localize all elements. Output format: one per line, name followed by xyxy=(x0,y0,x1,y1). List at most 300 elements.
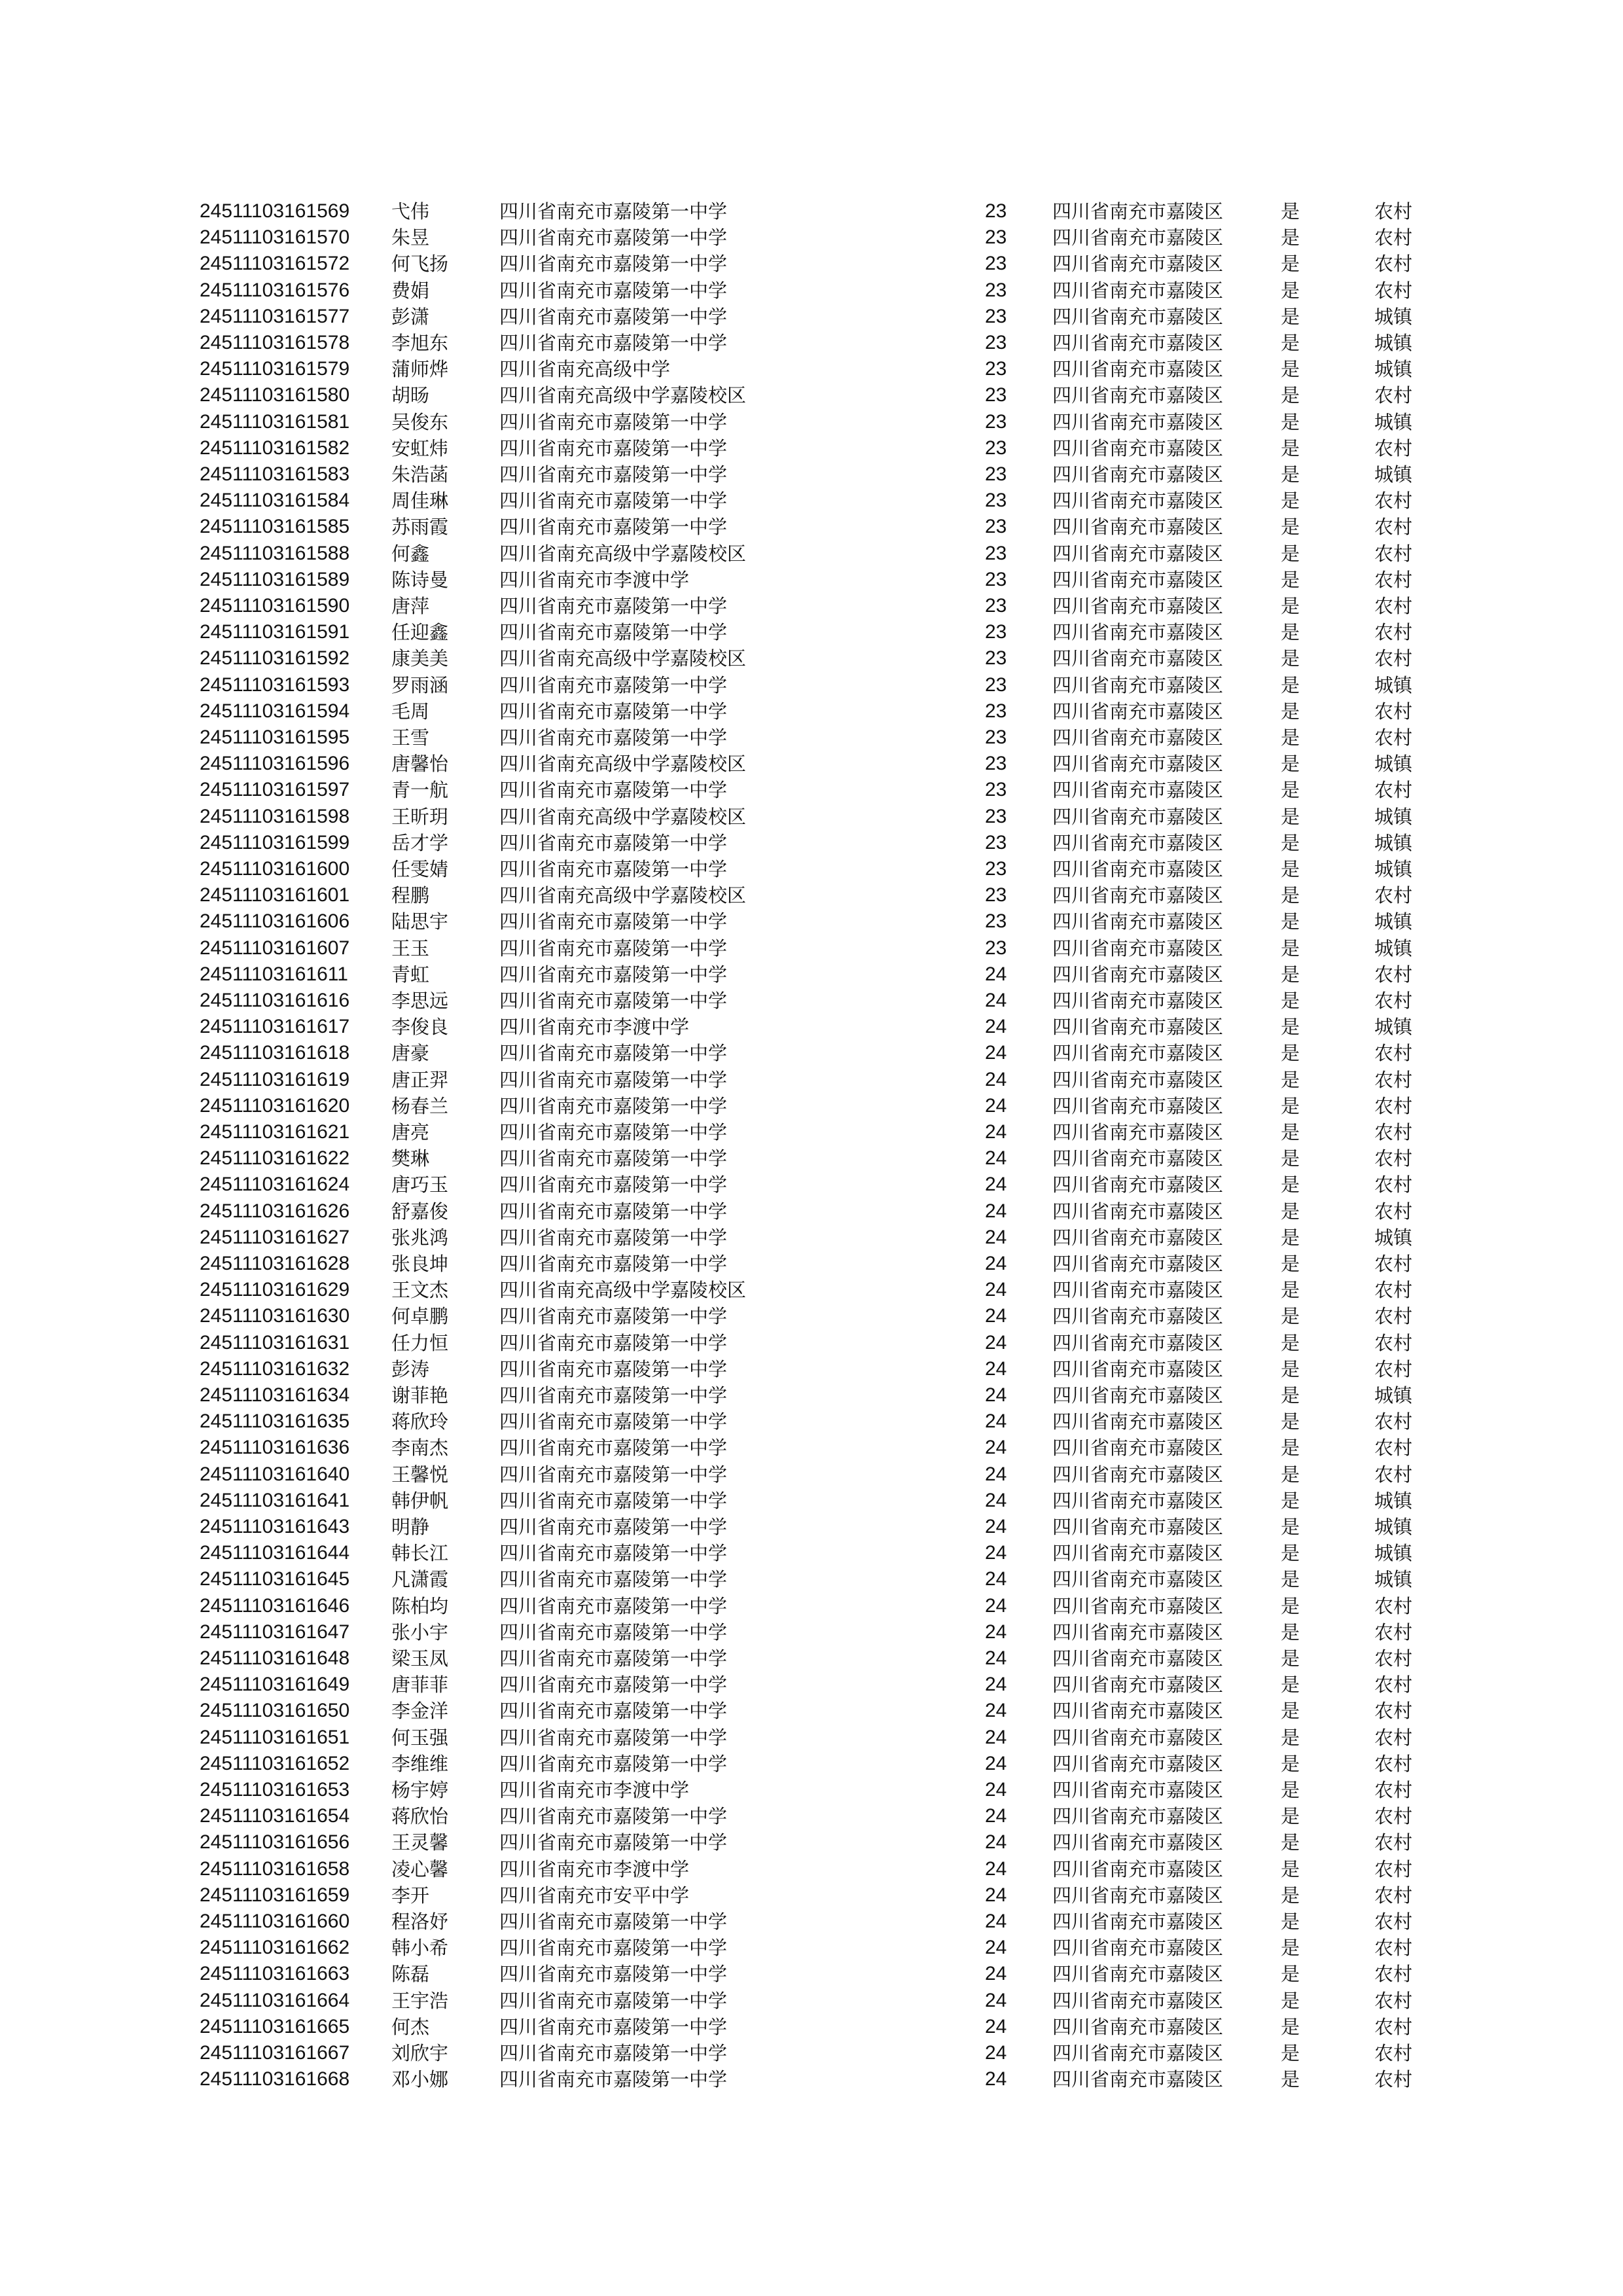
school-cell: 四川省南充市嘉陵第一中学 xyxy=(499,1700,728,1723)
student-name-cell: 蒋欣玲 xyxy=(391,1410,449,1433)
exam-number-cell: 24511103161600 xyxy=(200,858,350,880)
student-name-cell: 唐巧玉 xyxy=(391,1174,449,1196)
exam-number-cell: 24511103161595 xyxy=(200,726,350,748)
region-cell: 四川省南充市嘉陵区 xyxy=(1052,1779,1224,1801)
school-cell: 四川省南充市嘉陵第一中学 xyxy=(499,490,728,512)
table-row xyxy=(0,567,1623,593)
eligibility-cell: 是 xyxy=(1281,1147,1300,1170)
student-name-cell: 蒋欣怡 xyxy=(391,1805,449,1828)
eligibility-cell: 是 xyxy=(1281,2068,1300,2091)
exam-number-cell: 24511103161577 xyxy=(200,305,350,327)
student-name-cell: 唐馨怡 xyxy=(391,753,449,776)
student-name-cell: 朱昱 xyxy=(391,226,430,249)
eligibility-cell: 是 xyxy=(1281,568,1300,591)
exam-number-cell: 24511103161582 xyxy=(200,437,350,459)
school-cell: 四川省南充市嘉陵第一中学 xyxy=(499,1989,728,2012)
table-row xyxy=(0,830,1623,856)
score-cell: 24 xyxy=(985,1779,1007,1801)
table-row xyxy=(0,1961,1623,1987)
region-cell: 四川省南充市嘉陵区 xyxy=(1052,568,1224,591)
school-cell: 四川省南充市嘉陵第一中学 xyxy=(499,1910,728,1933)
score-cell: 24 xyxy=(985,1437,1007,1459)
eligibility-cell: 是 xyxy=(1281,910,1300,933)
eligibility-cell: 是 xyxy=(1281,1279,1300,1302)
residence-type-cell: 城镇 xyxy=(1374,1384,1413,1407)
eligibility-cell: 是 xyxy=(1281,1726,1300,1749)
student-name-cell: 李南杰 xyxy=(391,1437,449,1460)
table-row xyxy=(0,304,1623,330)
school-cell: 四川省南充市嘉陵第一中学 xyxy=(499,1568,728,1591)
school-cell: 四川省南充市嘉陵第一中学 xyxy=(499,1200,728,1223)
exam-number-cell: 24511103161617 xyxy=(200,1016,350,1038)
exam-number-cell: 24511103161668 xyxy=(200,2068,350,2090)
score-cell: 23 xyxy=(985,332,1007,353)
residence-type-cell: 农村 xyxy=(1374,1726,1413,1749)
score-cell: 24 xyxy=(985,1621,1007,1643)
score-cell: 24 xyxy=(985,1094,1007,1117)
residence-type-cell: 农村 xyxy=(1374,1410,1413,1433)
table-row xyxy=(0,1225,1623,1251)
region-cell: 四川省南充市嘉陵区 xyxy=(1052,1884,1224,1907)
eligibility-cell: 是 xyxy=(1281,516,1300,539)
student-name-cell: 王馨悦 xyxy=(391,1463,449,1486)
region-cell: 四川省南充市嘉陵区 xyxy=(1052,1226,1224,1249)
residence-type-cell: 农村 xyxy=(1374,1989,1413,2012)
table-row xyxy=(0,1145,1623,1172)
school-cell: 四川省南充市嘉陵第一中学 xyxy=(499,1410,728,1433)
exam-number-cell: 24511103161667 xyxy=(200,2042,350,2064)
residence-type-cell: 农村 xyxy=(1374,1752,1413,1775)
score-cell: 24 xyxy=(985,2015,1007,2037)
score-cell: 24 xyxy=(985,1568,1007,1590)
school-cell: 四川省南充市嘉陵第一中学 xyxy=(499,305,728,328)
student-name-cell: 刘欣宇 xyxy=(391,2042,449,2064)
student-name-cell: 任力恒 xyxy=(391,1331,449,1354)
student-name-cell: 唐豪 xyxy=(391,1042,430,1065)
exam-number-cell: 24511103161627 xyxy=(200,1226,350,1248)
residence-type-cell: 农村 xyxy=(1374,1594,1413,1617)
table-row xyxy=(0,2014,1623,2040)
eligibility-cell: 是 xyxy=(1281,1357,1300,1380)
eligibility-cell: 是 xyxy=(1281,1410,1300,1433)
eligibility-cell: 是 xyxy=(1281,1937,1300,1960)
table-row xyxy=(0,1856,1623,1882)
eligibility-cell: 是 xyxy=(1281,1779,1300,1801)
residence-type-cell: 农村 xyxy=(1374,1094,1413,1117)
residence-type-cell: 农村 xyxy=(1374,726,1413,749)
student-name-cell: 李旭东 xyxy=(391,332,449,354)
school-cell: 四川省南充市嘉陵第一中学 xyxy=(499,1357,728,1380)
residence-type-cell: 城镇 xyxy=(1374,831,1413,854)
region-cell: 四川省南充市嘉陵区 xyxy=(1052,779,1224,802)
student-name-cell: 何飞扬 xyxy=(391,253,449,276)
eligibility-cell: 是 xyxy=(1281,1437,1300,1460)
region-cell: 四川省南充市嘉陵区 xyxy=(1052,2068,1224,2091)
table-row xyxy=(0,804,1623,830)
exam-number-cell: 24511103161648 xyxy=(200,1647,350,1669)
exam-number-cell: 24511103161652 xyxy=(200,1752,350,1774)
exam-number-cell: 24511103161658 xyxy=(200,1857,350,1880)
eligibility-cell: 是 xyxy=(1281,673,1300,696)
table-row xyxy=(0,1645,1623,1672)
score-cell: 23 xyxy=(985,647,1007,670)
student-name-cell: 何杰 xyxy=(391,2015,430,2038)
score-cell: 23 xyxy=(985,831,1007,853)
student-name-cell: 李金洋 xyxy=(391,1700,449,1723)
eligibility-cell: 是 xyxy=(1281,621,1300,644)
residence-type-cell: 农村 xyxy=(1374,1805,1413,1828)
residence-type-cell: 农村 xyxy=(1374,1963,1413,1986)
residence-type-cell: 农村 xyxy=(1374,1463,1413,1486)
eligibility-cell: 是 xyxy=(1281,279,1300,302)
school-cell: 四川省南充市嘉陵第一中学 xyxy=(499,516,728,539)
table-row xyxy=(0,698,1623,725)
exam-number-cell: 24511103161597 xyxy=(200,779,350,801)
region-cell: 四川省南充市嘉陵区 xyxy=(1052,437,1224,459)
region-cell: 四川省南充市嘉陵区 xyxy=(1052,1357,1224,1380)
region-cell: 四川省南充市嘉陵区 xyxy=(1052,463,1224,486)
table-row xyxy=(0,1040,1623,1066)
eligibility-cell: 是 xyxy=(1281,305,1300,328)
residence-type-cell: 农村 xyxy=(1374,1174,1413,1196)
eligibility-cell: 是 xyxy=(1281,1200,1300,1223)
school-cell: 四川省南充市李渡中学 xyxy=(499,1857,690,1880)
eligibility-cell: 是 xyxy=(1281,1647,1300,1670)
eligibility-cell: 是 xyxy=(1281,700,1300,723)
school-cell: 四川省南充市嘉陵第一中学 xyxy=(499,990,728,1012)
table-row xyxy=(0,356,1623,382)
exam-number-cell: 24511103161647 xyxy=(200,1621,350,1643)
residence-type-cell: 农村 xyxy=(1374,200,1413,223)
student-name-cell: 彭潇 xyxy=(391,305,430,328)
exam-number-cell: 24511103161649 xyxy=(200,1674,350,1696)
student-name-cell: 张良坤 xyxy=(391,1253,449,1275)
student-name-cell: 李思远 xyxy=(391,990,449,1012)
school-cell: 四川省南充市嘉陵第一中学 xyxy=(499,1726,728,1749)
student-name-cell: 程洛妤 xyxy=(391,1910,449,1933)
exam-number-cell: 24511103161636 xyxy=(200,1437,350,1459)
residence-type-cell: 城镇 xyxy=(1374,358,1413,381)
residence-type-cell: 农村 xyxy=(1374,1200,1413,1223)
table-row xyxy=(0,619,1623,645)
residence-type-cell: 城镇 xyxy=(1374,1568,1413,1591)
score-cell: 24 xyxy=(985,1357,1007,1380)
region-cell: 四川省南充市嘉陵区 xyxy=(1052,2015,1224,2038)
residence-type-cell: 农村 xyxy=(1374,384,1413,407)
exam-number-cell: 24511103161576 xyxy=(200,279,350,301)
region-cell: 四川省南充市嘉陵区 xyxy=(1052,1489,1224,1512)
student-name-cell: 张兆鸿 xyxy=(391,1226,449,1249)
region-cell: 四川省南充市嘉陵区 xyxy=(1052,1200,1224,1223)
region-cell: 四川省南充市嘉陵区 xyxy=(1052,226,1224,249)
region-cell: 四川省南充市嘉陵区 xyxy=(1052,384,1224,407)
exam-number-cell: 24511103161596 xyxy=(200,753,350,775)
eligibility-cell: 是 xyxy=(1281,831,1300,854)
exam-number-cell: 24511103161653 xyxy=(200,1779,350,1801)
region-cell: 四川省南充市嘉陵区 xyxy=(1052,1463,1224,1486)
student-name-cell: 周佳琳 xyxy=(391,490,449,512)
student-name-cell: 康美美 xyxy=(391,647,449,670)
score-cell: 23 xyxy=(985,410,1007,433)
school-cell: 四川省南充高级中学嘉陵校区 xyxy=(499,542,747,565)
score-cell: 24 xyxy=(985,1700,1007,1722)
residence-type-cell: 农村 xyxy=(1374,1121,1413,1143)
table-row xyxy=(0,2040,1623,2066)
school-cell: 四川省南充市安平中学 xyxy=(499,1884,690,1907)
school-cell: 四川省南充市嘉陵第一中学 xyxy=(499,410,728,433)
region-cell: 四川省南充市嘉陵区 xyxy=(1052,726,1224,749)
residence-type-cell: 城镇 xyxy=(1374,1016,1413,1039)
score-cell: 23 xyxy=(985,437,1007,459)
table-row xyxy=(0,1593,1623,1619)
table-row xyxy=(0,435,1623,461)
residence-type-cell: 农村 xyxy=(1374,1357,1413,1380)
student-name-cell: 李俊良 xyxy=(391,1016,449,1039)
table-row xyxy=(0,1067,1623,1093)
residence-type-cell: 农村 xyxy=(1374,1831,1413,1854)
student-name-cell: 陈诗曼 xyxy=(391,568,449,591)
school-cell: 四川省南充市嘉陵第一中学 xyxy=(499,332,728,354)
table-row xyxy=(0,645,1623,672)
student-name-cell: 何玉强 xyxy=(391,1726,449,1749)
school-cell: 四川省南充高级中学嘉陵校区 xyxy=(499,647,747,670)
residence-type-cell: 城镇 xyxy=(1374,1516,1413,1538)
table-row xyxy=(0,1514,1623,1540)
eligibility-cell: 是 xyxy=(1281,490,1300,512)
eligibility-cell: 是 xyxy=(1281,937,1300,960)
student-name-cell: 王灵馨 xyxy=(391,1831,449,1854)
exam-number-cell: 24511103161601 xyxy=(200,884,350,906)
score-cell: 24 xyxy=(985,1200,1007,1222)
residence-type-cell: 城镇 xyxy=(1374,463,1413,486)
score-cell: 23 xyxy=(985,779,1007,801)
score-cell: 24 xyxy=(985,1253,1007,1274)
score-cell: 24 xyxy=(985,1121,1007,1143)
student-name-cell: 吴俊东 xyxy=(391,410,449,433)
score-cell: 24 xyxy=(985,1331,1007,1354)
school-cell: 四川省南充市嘉陵第一中学 xyxy=(499,200,728,223)
score-cell: 24 xyxy=(985,990,1007,1011)
student-name-cell: 弋伟 xyxy=(391,200,430,223)
student-name-cell: 韩长江 xyxy=(391,1542,449,1565)
region-cell: 四川省南充市嘉陵区 xyxy=(1052,1831,1224,1854)
score-cell: 23 xyxy=(985,384,1007,406)
region-cell: 四川省南充市嘉陵区 xyxy=(1052,516,1224,539)
region-cell: 四川省南充市嘉陵区 xyxy=(1052,1937,1224,1960)
exam-number-cell: 24511103161583 xyxy=(200,463,350,485)
school-cell: 四川省南充市嘉陵第一中学 xyxy=(499,621,728,644)
residence-type-cell: 农村 xyxy=(1374,1068,1413,1091)
exam-number-cell: 24511103161590 xyxy=(200,595,350,617)
table-row xyxy=(0,1172,1623,1198)
region-cell: 四川省南充市嘉陵区 xyxy=(1052,358,1224,381)
student-name-cell: 唐萍 xyxy=(391,595,430,617)
region-cell: 四川省南充市嘉陵区 xyxy=(1052,1594,1224,1617)
score-cell: 24 xyxy=(985,2068,1007,2090)
residence-type-cell: 农村 xyxy=(1374,621,1413,644)
table-row xyxy=(0,1356,1623,1382)
eligibility-cell: 是 xyxy=(1281,437,1300,459)
score-cell: 23 xyxy=(985,805,1007,827)
region-cell: 四川省南充市嘉陵区 xyxy=(1052,1726,1224,1749)
exam-number-cell: 24511103161591 xyxy=(200,621,350,643)
student-name-cell: 罗雨涵 xyxy=(391,673,449,696)
eligibility-cell: 是 xyxy=(1281,1674,1300,1696)
residence-type-cell: 农村 xyxy=(1374,1147,1413,1170)
region-cell: 四川省南充市嘉陵区 xyxy=(1052,1042,1224,1065)
student-name-cell: 唐亮 xyxy=(391,1121,430,1143)
score-cell: 24 xyxy=(985,1384,1007,1406)
region-cell: 四川省南充市嘉陵区 xyxy=(1052,1674,1224,1696)
student-name-cell: 唐正羿 xyxy=(391,1068,449,1091)
score-cell: 23 xyxy=(985,621,1007,643)
school-cell: 四川省南充市嘉陵第一中学 xyxy=(499,700,728,723)
residence-type-cell: 农村 xyxy=(1374,1937,1413,1960)
score-cell: 23 xyxy=(985,279,1007,301)
region-cell: 四川省南充市嘉陵区 xyxy=(1052,1647,1224,1670)
score-cell: 24 xyxy=(985,1410,1007,1433)
exam-number-cell: 24511103161643 xyxy=(200,1516,350,1537)
exam-number-cell: 24511103161572 xyxy=(200,253,350,275)
score-cell: 23 xyxy=(985,226,1007,249)
residence-type-cell: 城镇 xyxy=(1374,753,1413,776)
exam-number-cell: 24511103161662 xyxy=(200,1937,350,1959)
student-name-cell: 张小宇 xyxy=(391,1621,449,1643)
eligibility-cell: 是 xyxy=(1281,384,1300,407)
residence-type-cell: 城镇 xyxy=(1374,805,1413,828)
student-name-cell: 陈磊 xyxy=(391,1963,430,1986)
region-cell: 四川省南充市嘉陵区 xyxy=(1052,1305,1224,1328)
exam-number-cell: 24511103161651 xyxy=(200,1726,350,1748)
exam-number-cell: 24511103161621 xyxy=(200,1121,350,1143)
residence-type-cell: 农村 xyxy=(1374,1910,1413,1933)
table-row xyxy=(0,856,1623,882)
exam-number-cell: 24511103161588 xyxy=(200,542,350,564)
exam-number-cell: 24511103161656 xyxy=(200,1831,350,1854)
residence-type-cell: 农村 xyxy=(1374,1331,1413,1354)
eligibility-cell: 是 xyxy=(1281,542,1300,565)
exam-number-cell: 24511103161592 xyxy=(200,647,350,670)
score-cell: 24 xyxy=(985,1174,1007,1196)
residence-type-cell: 城镇 xyxy=(1374,937,1413,960)
student-name-cell: 苏雨霞 xyxy=(391,516,449,539)
residence-type-cell: 农村 xyxy=(1374,779,1413,802)
table-row xyxy=(0,777,1623,803)
score-cell: 24 xyxy=(985,1674,1007,1696)
school-cell: 四川省南充市嘉陵第一中学 xyxy=(499,1516,728,1538)
region-cell: 四川省南充市嘉陵区 xyxy=(1052,805,1224,828)
region-cell: 四川省南充市嘉陵区 xyxy=(1052,1016,1224,1039)
student-name-cell: 王玉 xyxy=(391,937,430,960)
eligibility-cell: 是 xyxy=(1281,1621,1300,1643)
residence-type-cell: 农村 xyxy=(1374,990,1413,1012)
exam-number-cell: 24511103161581 xyxy=(200,410,350,433)
eligibility-cell: 是 xyxy=(1281,1253,1300,1275)
table-row xyxy=(0,1672,1623,1698)
exam-number-cell: 24511103161618 xyxy=(200,1042,350,1064)
score-cell: 24 xyxy=(985,2042,1007,2064)
eligibility-cell: 是 xyxy=(1281,1463,1300,1486)
region-cell: 四川省南充市嘉陵区 xyxy=(1052,858,1224,880)
score-cell: 24 xyxy=(985,1305,1007,1327)
region-cell: 四川省南充市嘉陵区 xyxy=(1052,410,1224,433)
residence-type-cell: 农村 xyxy=(1374,1042,1413,1065)
student-name-cell: 凌心馨 xyxy=(391,1857,449,1880)
score-cell: 24 xyxy=(985,1279,1007,1301)
table-row xyxy=(0,488,1623,514)
score-cell: 23 xyxy=(985,937,1007,959)
score-cell: 24 xyxy=(985,1042,1007,1064)
region-cell: 四川省南充市嘉陵区 xyxy=(1052,542,1224,565)
exam-number-cell: 24511103161632 xyxy=(200,1357,350,1380)
student-name-cell: 韩伊帆 xyxy=(391,1489,449,1512)
residence-type-cell: 农村 xyxy=(1374,279,1413,302)
eligibility-cell: 是 xyxy=(1281,753,1300,776)
table-row xyxy=(0,1251,1623,1277)
eligibility-cell: 是 xyxy=(1281,1094,1300,1117)
residence-type-cell: 农村 xyxy=(1374,1437,1413,1460)
student-name-cell: 韩小希 xyxy=(391,1937,449,1960)
eligibility-cell: 是 xyxy=(1281,2015,1300,2038)
table-row xyxy=(0,751,1623,777)
student-name-cell: 陆思宇 xyxy=(391,910,449,933)
school-cell: 四川省南充市嘉陵第一中学 xyxy=(499,437,728,459)
exam-number-cell: 24511103161650 xyxy=(200,1700,350,1722)
region-cell: 四川省南充市嘉陵区 xyxy=(1052,1542,1224,1565)
school-cell: 四川省南充市嘉陵第一中学 xyxy=(499,1542,728,1565)
student-name-cell: 程鹏 xyxy=(391,884,430,907)
region-cell: 四川省南充市嘉陵区 xyxy=(1052,1384,1224,1407)
score-cell: 24 xyxy=(985,1489,1007,1511)
table-row xyxy=(0,1330,1623,1356)
school-cell: 四川省南充市嘉陵第一中学 xyxy=(499,1253,728,1275)
table-row xyxy=(0,725,1623,751)
table-row xyxy=(0,2066,1623,2092)
school-cell: 四川省南充市嘉陵第一中学 xyxy=(499,2042,728,2064)
table-row xyxy=(0,198,1623,224)
eligibility-cell: 是 xyxy=(1281,1884,1300,1907)
school-cell: 四川省南充市李渡中学 xyxy=(499,568,690,591)
school-cell: 四川省南充市嘉陵第一中学 xyxy=(499,1937,728,1960)
student-name-cell: 李维维 xyxy=(391,1752,449,1775)
table-row xyxy=(0,988,1623,1014)
student-name-cell: 费娟 xyxy=(391,279,430,302)
exam-number-cell: 24511103161640 xyxy=(200,1463,350,1485)
student-name-cell: 彭涛 xyxy=(391,1357,430,1380)
table-row xyxy=(0,882,1623,908)
school-cell: 四川省南充市嘉陵第一中学 xyxy=(499,1805,728,1828)
table-row xyxy=(0,1408,1623,1435)
eligibility-cell: 是 xyxy=(1281,463,1300,486)
exam-number-cell: 24511103161663 xyxy=(200,1963,350,1985)
school-cell: 四川省南充高级中学嘉陵校区 xyxy=(499,805,747,828)
score-cell: 23 xyxy=(985,568,1007,590)
school-cell: 四川省南充市嘉陵第一中学 xyxy=(499,1437,728,1460)
student-name-cell: 任迎鑫 xyxy=(391,621,449,644)
region-cell: 四川省南充市嘉陵区 xyxy=(1052,1121,1224,1143)
residence-type-cell: 农村 xyxy=(1374,2042,1413,2064)
exam-number-cell: 24511103161578 xyxy=(200,332,350,353)
table-row xyxy=(0,1540,1623,1566)
region-cell: 四川省南充市嘉陵区 xyxy=(1052,1568,1224,1591)
table-row xyxy=(0,1725,1623,1751)
score-cell: 24 xyxy=(985,1726,1007,1748)
exam-number-cell: 24511103161644 xyxy=(200,1542,350,1564)
exam-number-cell: 24511103161645 xyxy=(200,1568,350,1590)
region-cell: 四川省南充市嘉陵区 xyxy=(1052,1253,1224,1275)
table-row xyxy=(0,1435,1623,1461)
residence-type-cell: 农村 xyxy=(1374,1857,1413,1880)
